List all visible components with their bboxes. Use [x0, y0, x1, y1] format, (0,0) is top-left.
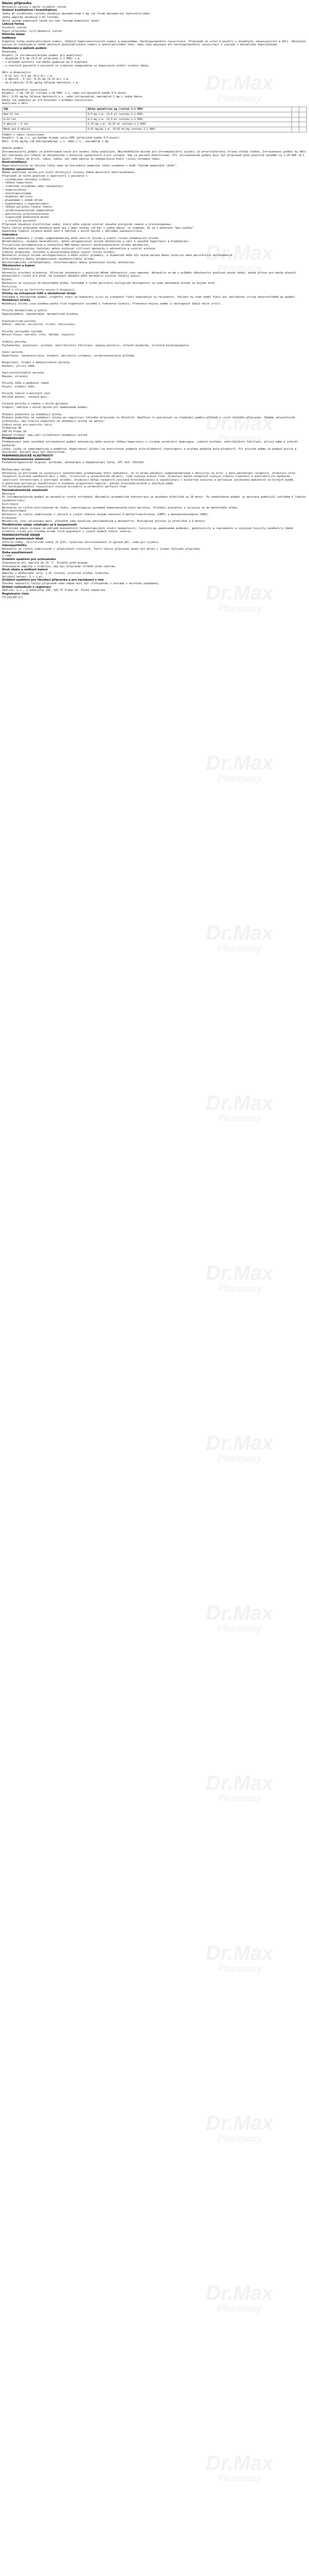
section-heading: Farmakodynamické vlastnosti [2, 457, 50, 461]
pharmacy-watermark [170, 752, 309, 783]
table-header-cell: Věk [3, 107, 87, 112]
table-cell [299, 122, 307, 127]
section-heading: Nežádoucí účinky [2, 299, 31, 302]
section-heading: Druh obalu a velikost balení [2, 568, 48, 572]
pharmacy-watermark [170, 922, 309, 953]
pharmacy-watermark [170, 1092, 309, 1123]
table-row [3, 107, 307, 112]
section-heading: Účinky na schopnost řídit a obsluhovat stroje [2, 292, 76, 295]
watermark-brand: Dr.Max [205, 1602, 273, 1624]
section-heading: Farmakokinetické vlastnosti [2, 489, 48, 493]
watermark-subtitle: Pharmacy [217, 943, 262, 954]
watermark-subtitle: Pharmacy [217, 1623, 262, 1634]
paragraph: 2 roky. [2, 554, 13, 558]
pharmacy-watermark [170, 1602, 309, 1633]
watermark-brand: Dr.Max [205, 922, 273, 944]
paragraph: Všechen nepoužitý léčivý přípravek nebo odpad musí být zlikvidován v souladu s místními požadavky. [2, 582, 160, 586]
table-cell: 0,3 mg i.m. (0,3 ml roztoku 1:1 000) [87, 117, 292, 122]
table-header-cell [291, 107, 299, 112]
watermark-brand: Dr.Max [205, 412, 273, 434]
watermark-subtitle: Pharmacy [217, 2303, 262, 2314]
table-cell [299, 112, 307, 117]
section-heading: Složení kvalitativní i kvantitativní [2, 9, 57, 12]
watermark-brand: Dr.Max [205, 582, 273, 604]
pharmacy-watermark [170, 2112, 309, 2143]
section-heading: Léková forma [2, 23, 24, 26]
section-heading: Držitel rozhodnutí o registraci [2, 585, 52, 589]
watermark-subtitle: Pharmacy [217, 93, 262, 104]
watermark-brand: Dr.Max [205, 752, 273, 774]
section-heading: FARMAKOLOGICKÉ VLASTNOSTI [2, 454, 53, 457]
table-cell [291, 112, 299, 117]
paragraph: Během anafylaxe nejsou pro život ohrožující situace žádné absolutní kontraindikace. Přípravek je nutno používat s opatrností u pacientů s: – ischemickou chorobou srdeční – těžkou hypertenzí – srdečními arytmiemi nebo tachykardií – hypertyreózou – feochromocytomem – diabetes mellitus – glaukomem s úzkým úhlem – hypokalemií a hyperkalcemií – těžkou poruchou funkce ledvin – cerebrovaskulárním onemocněním – pokročilou arteriosklerózou – organickým poškozením mozku – u starších pacientů Přípravek obsahuje disiřičitan sodný, který může vzácně vyvolat závažné alergické reakce a bronchospasmus. Tento léčivý přípravek obsahuje méně než 1 mmol sodíku (23 mg) v jedné dávce, to znamená, že je v podstatě "bez sodíku". Opakované lokální injekce mohou vést k nekróze v místě vpichu v důsledku vazokonstrikce. [2, 171, 195, 233]
pharmacy-watermark [170, 1772, 309, 1803]
table-cell: 0,01 mg/kg i.m. (0,01 ml/kg roztoku 1:1 000) [87, 127, 292, 132]
paragraph: Jedna ml injekčního roztoku obsahuje epinephrinum 1 mg (ve formě epinephrini hydrochloridum). Jedna ampulka obsahuje 1 ml roztoku. Úplný seznam pomocných látek viz bod "Seznam pomocných látek". [2, 12, 152, 23]
document-content [2, 2, 307, 600]
pharmacy-watermark [170, 1942, 309, 1973]
watermark-subtitle: Pharmacy [217, 2133, 262, 2144]
pharmacy-watermark [170, 2282, 309, 2313]
section-heading: Dávkování a způsob podání [2, 47, 47, 50]
section-heading: Zvláštní opatření pro uchovávání [2, 558, 56, 562]
table-header-cell [299, 107, 307, 112]
paragraph: 77/152/69-S/C [2, 596, 23, 599]
paragraph: Chlorid sodný, disiřičitan sodný (E 223), kyselina chlorovodíková (k úpravě pH), voda pro injekci. [2, 540, 160, 544]
dosage-table [2, 107, 307, 132]
table-cell [291, 122, 299, 127]
paragraph: Dávkování Dospělí (k intramuskulárnímu podání při anafylaxi) – dospělým 0,5 mg (0,5 ml přípravku 1:1 000) i.m. – v případě nutnosti lze dávku opakovat po 5 minutách – u starších pacientů a pacientů se srdečním onemocněním se doporučuje zvážit snížení dávky. Děti a dospívající – 6–12 let: 0,3 mg (0,3 ml) i.m. – 6 měsíců – 6 let: 0,15 mg (0,15 ml) i.m. – do 6 měsíců: 0,01 mg/kg tělesné hmotnosti i.m. Kardiopulmonální resuscitace Dospělí: 1 mg (10 ml roztoku 1:10 000) i.v. nebo intraoseálně každé 3–5 minut. Děti: 0,01 mg/kg tělesné hmotnosti i.v. nebo intraoseálně, maximálně 1 mg v jedné dávce. Dávky lze opakovat po 3–5 minutách v průběhu resuscitace. [2, 50, 150, 102]
section-heading: Registrační číslo [2, 592, 29, 596]
table-cell: 0,5 mg i.m. (0,5 ml roztoku 1:1 000) [87, 112, 292, 117]
table-row [3, 117, 307, 122]
table-header-cell: Dávka epinefrinu mg (roztok 1:1 000) [87, 107, 292, 112]
watermark-subtitle: Pharmacy [217, 773, 262, 784]
pharmacy-watermark [170, 1432, 309, 1463]
paragraph: Anafylaxe u dětí [2, 102, 28, 106]
watermark-brand: Dr.Max [205, 72, 273, 94]
table-cell: 6 měsíců – 6 let [3, 122, 87, 127]
paragraph: Podání v rámci resuscitace Dospělí: 1 mg i.v. po každém druhém cyklu KPR (přibližně každé 3–5 minut). Děti: 0,01 mg/kg (10 mikrogramů/kg) i.v. nebo i.o., maximálně 1 mg. Způsob podání Intramuskulární podání je preferovaná cesta pro úvodní léčbu anafylaxe. Nejvhodnějším místem pro intramuskulární injekci je anterolaterální strana středu stehna. Intravenózní podání by mělo být vyhrazeno pro lékaře se zkušenostmi s použitím vazopresorů a pro situace, kdy je pacient monitorován. Při intravenózním podání musí být přípravek před použitím naředěn na 1:10 000 (0,1 mg/ml). Podání do prstů, rukou, nohou, uší nebo penisu se nedoporučuje kvůli riziku ischemie tkání. [2, 133, 306, 161]
section-heading: Předávkování [2, 437, 24, 440]
table-row [3, 127, 307, 132]
pharmacy-watermark [170, 2452, 309, 2483]
watermark-brand: Dr.Max [205, 2112, 273, 2134]
watermark-brand: Dr.Max [205, 242, 273, 264]
paragraph: Injekční roztok. Popis přípravku: čirý bezbarvý roztok. [2, 26, 63, 33]
table-cell: Nad 12 let [3, 112, 87, 117]
paragraph: Těhotenství Adrenalin prochází placentou. Klinické zkušenosti s použitím během těhotenství jsou omezené. Adrenalin se má v průběhu těhotenství používat pouze tehdy, pokud přínos pro matku převýší potenciální riziko pro plod. Ve vysokých dávkách může adrenalin vyvolat fetální anoxii. Kojení Adrenalin se vylučuje do mateřského mléka. Vzhledem k nízké perorální biologické dostupnosti se však neočekává účinek na kojené dítě. Fertilita Údaje o vlivu na fertilitu nejsou k dispozici. [2, 268, 297, 292]
paragraph: Uchovávejte při teplotě do 25 °C. Chraňte před mrazem. Uchovávejte ampulky v krabičce, aby byl přípravek chráněn před světlem. [2, 561, 116, 568]
table-cell [299, 117, 307, 122]
paragraph: Vzhledem k okolnostem podání (urgentní stav) se hodnocení vlivu na schopnost řídit nepovažuje za relevantní. Pacient by však neměl řídit ani obsluhovat stroje bezprostředně po podání. [2, 295, 297, 299]
section-heading: Klinické údaje [2, 33, 25, 37]
section-heading: Doba použitelnosti [2, 551, 33, 554]
section-heading: Těhotenství a kojení [2, 264, 35, 268]
pharmacy-watermark [170, 1262, 309, 1293]
paragraph: Ampulky z bezbarvého skla, 1 ml roztoku, plastová vložka, krabička. Velikost balení: 5 × 1 ml. [2, 571, 110, 579]
section-heading: Seznam pomocných látek [2, 537, 44, 540]
watermark-brand: Dr.Max [205, 1432, 273, 1454]
watermark-subtitle: Pharmacy [217, 263, 262, 274]
paragraph: Farmakoterapeutická skupina: kardiaka, adrenergní a dopaminergní látky, ATC kód: C01CA24. Mechanismus účinku Adrenalin je přirozeně se vyskytující katecholamin produkovaný dření nadledvin. Je to přímo působící sympatomimetikum s aktivitou na alfa- i beta-adrenergní receptory. Stimulací alfa-receptorů vyvolává vazokonstrikci v kůži, sliznicích a splanchnické oblasti, čímž zvyšuje krevní tlak. Stimulací beta1-receptorů zvyšuje srdeční frekvenci a kontraktilitu myokardu (pozitivní chronotropní a inotropní účinek). Stimulací beta2-receptorů vyvolává bronchodilataci a vazodilataci v kosterním svalstvu a potlačuje uvolňování mediátorů ze žírných buněk. U anafylaxe potlačuje vazodilataci a zvýšenou propustnost kapilár, působí bronchodilatačně a zmírňuje edém. Při kardiopulmonální resuscitaci zvyšuje koronární a cerebrální perfuzní tlak. [2, 461, 297, 489]
watermark-subtitle: Pharmacy [217, 603, 262, 614]
paragraph: Adrenalin Lečiva 1 mg/ml injekční roztok [2, 5, 66, 9]
watermark-brand: Dr.Max [205, 1262, 273, 1284]
table-cell [299, 127, 307, 132]
section-heading: Předklinické údaje vztahující se k bezpečnosti [2, 523, 77, 527]
section-heading: Zvláštní opatření pro likvidaci přípravku a pro zacházení s ním [2, 579, 104, 582]
paragraph: Zentiva, k.s., U kabelovny 130, 102 37 Praha 10, Česká republika [2, 589, 105, 592]
table-cell: 0,15 mg i.m. (0,15 ml roztoku 1:1 000) [87, 122, 292, 127]
watermark-subtitle: Pharmacy [217, 1793, 262, 1804]
watermark-brand: Dr.Max [205, 1942, 273, 1964]
watermark-subtitle: Pharmacy [217, 1283, 262, 1294]
section-heading: Název přípravku [2, 2, 32, 5]
paragraph: Předávkování nebo nechtěné intravenózní podání adrenalinu může vyvolat těžkou hypertenzi s rizikem cerebrální hemoragie, srdeční arytmie, ventrikulární fibrilaci, plicní edém a infarkt myokardu. Léčba: Léčba je symptomatická a podpůrná. Hypertenzní účinky lze kontrolovat podáním alfa-blokátorů (fentolamin) a arytmie podáním beta-blokátorů. Při plicním edému se podává kyslík a diuretika. Pacient musí být monitorován. [2, 440, 298, 454]
paragraph: Neklinické údaje získané na základě konvenčních farmakologických studií bezpečnosti, toxicity po opakovaném podávání, genotoxicity a reprodukční a vývojové toxicity neodhalily žádné zvláštní riziko pro člověka kromě rizik popsaných v jiných bodech tohoto souhrnu. [2, 527, 295, 534]
section-heading: Zvláštní upozornění [2, 167, 35, 171]
paragraph: Hypersenzitivita na léčivou látku nebo na kteroukoli pomocnou látku uvedenou v bodě "Seznam pomocných látek". [2, 164, 178, 167]
section-heading: Indikace [2, 37, 16, 40]
table-cell [291, 127, 299, 132]
section-heading: Interakce [2, 233, 18, 236]
paragraph: Urgentní léčba anafylaktických reakcí, těžkých hypersenzitivních reakcí a angioedému. Kardiopulmonální resuscitace. Přípravek je určen k použití u dospělých, dospívajících a dětí. Adrenalin Leciva je indikován k léčbě akutních anafylaktických reakcí a anafylaktického šoku, nebo jako adjuvans při kardiopulmonální resuscitaci v souladu s aktuálními doporučeními. [2, 40, 308, 47]
watermark-brand: Dr.Max [205, 2452, 273, 2475]
section-heading: FARMACEUTICKÉ ÚDAJE [2, 534, 40, 537]
watermark-brand: Dr.Max [205, 1772, 273, 1794]
paragraph: Adrenalin je rychle inaktivován v alkalických roztocích. Tento léčivý přípravek nesmí být mísen s jinými léčivými přípravky. [2, 547, 202, 551]
watermark-subtitle: Pharmacy [217, 1453, 262, 1464]
table-row [3, 122, 307, 127]
watermark-brand: Dr.Max [205, 1092, 273, 1114]
watermark-subtitle: Pharmacy [217, 433, 262, 444]
paragraph: Souběžné podávání s jinými sympatomimetiky může zesílit účinky a zvýšit riziko nežádoucích účinků. Betablokátory, zejména neselektivní, mohou antagonizovat účinek adrenalinu a vést k závažné hypertenzi a bradykardii. Tricyklická antidepresiva a inhibitory MAO mohou zesílit kardiovaskulární účinky adrenalinu. Inhalační anestetika (halotan) mohou zvyšovat citlivost myokardu k adrenalinu a vyvolat arytmie. Srdeční glykosidy, chinidin a antiarytmika mohou zvýšit riziko arytmií. Adrenalin snižuje účinek antihypertenziv a může zvýšit glykémii, u diabetiků může být nutná úprava dávky inzulinu nebo perorálních antidiabetik. Alfa-blokátory mohou antagonizovat vazokonstrikční účinky. Antihistaminika (difenhydramin, chlorfeniramin) mohou potencovat účinky adrenalinu. [2, 236, 234, 264]
watermark-brand: Dr.Max [205, 2282, 273, 2304]
table-cell: 6–12 let [3, 117, 87, 122]
table-cell: Méně než 6 měsíců [3, 127, 87, 132]
watermark-subtitle: Pharmacy [217, 1113, 262, 1124]
table-cell [291, 117, 299, 122]
paragraph: Nežádoucí účinky jsou uvedeny podle tříd orgánových systémů a frekvence výskytu. Frekvence nejsou známé (z dostupných údajů nelze určit). Poruchy metabolismu a výživy Hyperglykemie, hypokalemie, metabolická acidóza. Psychiatrické poruchy Úzkost, neklid, nervozita, strach, halucinace. Poruchy nervového systému Bolest hlavy, závratě, třes, mdloby, ospalost. Srdeční poruchy Tachykardie, palpitace, arytmie, ventrikulární fibrilace, angina pectoris, infarkt myokardu, stresová kardiomyopatie. Cévní poruchy Hypertenze, vazokonstrikce, bledost, periferní ischemie, cerebrovaskulární příhoda. Respirační, hrudní a mediastinální poruchy Dušnost, plicní edém. Gastrointestinální poruchy Nauzea, zvracení. Poruchy kůže a podkožní tkáně Pocení, bledost kůže. Poruchy ledvin a močových cest Obtížné močení, retence moči. Celkové poruchy a reakce v místě aplikace Slabost, nekróza v místě vpichu při opakovaném podání. Hlášení podezření na nežádoucí účinky Hlášení podezření na nežádoucí účinky po registraci léčivého přípravku je důležité. Umožňuje to pokračovat ve sledování poměru přínosů a rizik léčivého přípravku. Žádáme zdravotnické pracovníky, aby hlásili podezření na nežádoucí účinky na adresu: Státní ústav pro kontrolu léčiv Šrobárova 48 100 41 Praha 10 Webové stránky: www.sukl.cz/nahlasit-nezadouci-ucinek [2, 302, 295, 437]
table-row [3, 112, 307, 117]
section-heading: Kontraindikace [2, 161, 27, 164]
paragraph: Absorpce Po intramuskulárním podání se adrenalin rychle vstřebává. Maximální plazmatické koncentrace je dosaženo přibližně za 10 minut. Po subkutánním podání je absorpce pomalejší vzhledem k lokální vazokonstrikci. Distribuce Adrenalin je rychle distribuován do tkání, neprostupuje významně hematoencefalickou bariérou. Prochází placentou a vylučuje se do mateřského mléka. Biotransformace Adrenalin je rychle inaktivován v játrech a jiných tkáních enzymy katechol-O-methyltransferázou (COMT) a monoaminooxidázou (MAO). Eliminace Metabolity jsou vylučovány močí, převážně jako kyselina vanilmandlová a metanefrin. Biologický poločas je přibližně 2–3 minuty. [2, 492, 306, 523]
watermark-subtitle: Pharmacy [217, 1963, 262, 1974]
watermark-subtitle: Pharmacy [217, 2473, 262, 2484]
section-heading: Inkompatibility [2, 544, 27, 548]
